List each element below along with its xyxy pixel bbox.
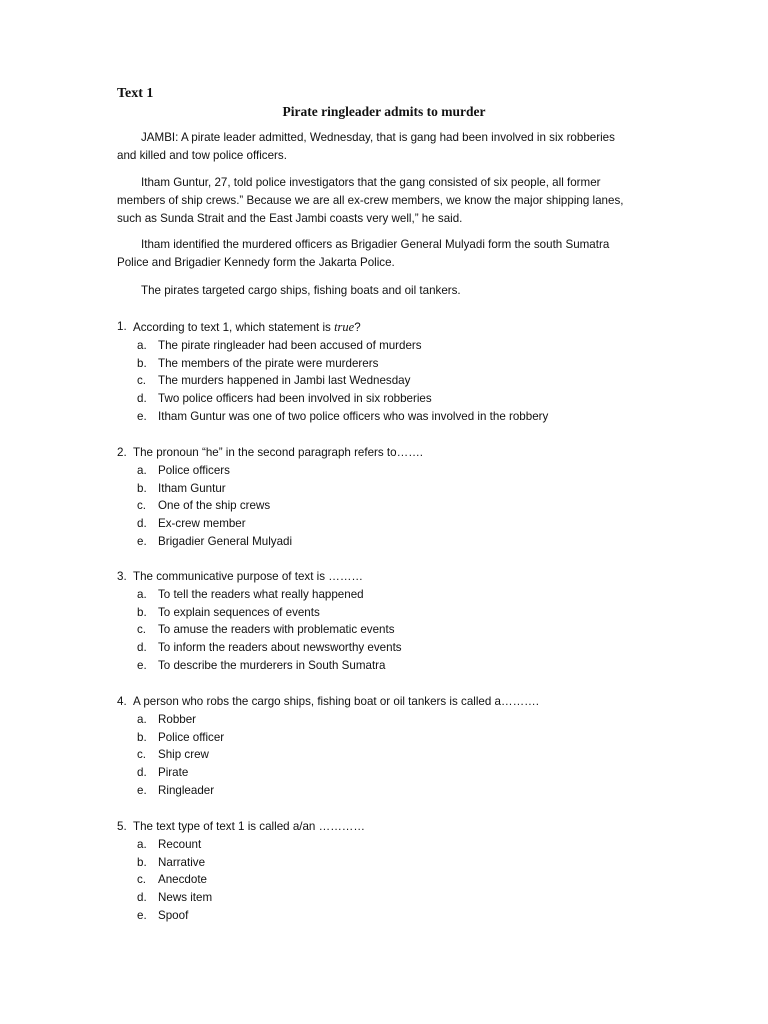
option-item [117, 533, 677, 551]
option-letter: a. [137, 464, 147, 477]
option-item [117, 711, 677, 729]
option-item [117, 462, 677, 480]
question-1-stem [117, 318, 677, 337]
option-letter: d. [137, 641, 147, 655]
option-letter: b. [137, 356, 147, 370]
option-text: Police officer [158, 730, 225, 744]
option-text: Two police officers had been involved in six robberies [158, 392, 432, 406]
question-text: A person who robs the cargo ships, fishing boat or oil tankers is called a………. [133, 695, 539, 708]
question-text [133, 318, 361, 337]
option-text: Police officers [158, 464, 230, 477]
option-item [117, 782, 677, 800]
option-item [117, 764, 677, 782]
option-text: Itham Guntur was one of two police officers who was involved in the robbery [158, 409, 549, 423]
option-item [117, 480, 677, 498]
option-text: The pirate ringleader had been accused of murders [158, 339, 422, 352]
option-letter: b. [137, 730, 147, 744]
option-text: Recount [158, 838, 202, 851]
option-item [117, 907, 677, 925]
option-letter: e. [137, 658, 147, 672]
option-item [117, 871, 677, 889]
question-text: The communicative purpose of text is ……… [133, 570, 364, 583]
question-1 [117, 318, 677, 426]
option-item [117, 337, 677, 355]
question-3-stem [117, 568, 677, 586]
option-text: Ex-crew member [158, 517, 246, 531]
option-text: To amuse the readers with problematic events [158, 623, 395, 637]
question-number: 2. [117, 446, 127, 459]
question-text-part: ? [354, 321, 361, 334]
question-3 [117, 568, 677, 675]
question-4 [117, 693, 677, 800]
option-item [117, 657, 677, 675]
option-letter: e. [137, 908, 147, 922]
option-list [117, 836, 677, 925]
option-item [117, 586, 677, 604]
question-number: 3. [117, 570, 127, 583]
option-item [117, 515, 677, 533]
option-text: To describe the murderers in South Sumatra [158, 658, 386, 672]
option-letter: a. [137, 339, 147, 352]
option-text: Brigadier General Mulyadi [158, 534, 293, 548]
option-text: Itham Guntur [158, 481, 226, 495]
option-letter: e. [137, 783, 147, 797]
question-number: 4. [117, 695, 127, 708]
option-letter: a. [137, 713, 147, 726]
option-item [117, 836, 677, 854]
option-letter: a. [137, 838, 147, 851]
option-list [117, 462, 677, 551]
question-2-stem [117, 444, 677, 462]
option-text: Ringleader [158, 783, 215, 797]
option-letter: c. [137, 748, 147, 762]
option-letter: c. [137, 623, 147, 637]
question-5-stem [117, 818, 677, 836]
option-item [117, 497, 677, 515]
paragraph-1: JAMBI: A pirate leader admitted, Wednesday, that is gang had been involved in six robberies and killed and tow police officers. [117, 131, 615, 162]
paragraph-2: Itham Guntur, 27, told police investigators that the gang consisted of six people, all former members of ship crews.” Because we are all ex-crew members, we know the major shipping lanes, such as Sunda Strait and the East Jambi coasts very well,” he said. [117, 176, 624, 225]
paragraph-4: The pirates targeted cargo ships, fishing boats and oil tankers. [141, 284, 461, 297]
option-item [117, 729, 677, 747]
question-text-emphasis: true [334, 320, 355, 334]
option-letter: c. [137, 499, 147, 513]
option-item [117, 390, 677, 408]
option-list [117, 711, 677, 800]
question-text: The pronoun “he” in the second paragraph refers to……. [133, 446, 424, 459]
option-letter: d. [137, 766, 147, 780]
option-letter: b. [137, 481, 147, 495]
question-4-stem [117, 693, 677, 711]
question-text: The text type of text 1 is called a/an ………… [133, 820, 365, 833]
text-heading-label: Text 1 [117, 86, 154, 101]
option-item [117, 639, 677, 657]
option-letter: e. [137, 409, 147, 423]
option-letter: a. [137, 588, 147, 601]
option-item [117, 889, 677, 907]
option-item [117, 746, 677, 764]
option-letter: b. [137, 605, 147, 619]
option-item [117, 355, 677, 373]
question-2 [117, 444, 677, 551]
option-text: To inform the readers about newsworthy events [158, 641, 402, 655]
option-list [117, 337, 677, 426]
option-text: The members of the pirate were murderers [158, 356, 379, 370]
option-letter: d. [137, 517, 147, 531]
article-title: Pirate ringleader admits to murder [282, 104, 486, 119]
option-letter: d. [137, 392, 147, 406]
option-item [117, 372, 677, 390]
option-text: News item [158, 891, 213, 905]
option-text: Robber [158, 713, 197, 726]
option-item [117, 621, 677, 639]
option-letter: c. [137, 873, 147, 887]
option-item [117, 604, 677, 622]
question-number: 1. [117, 320, 127, 333]
option-text: The murders happened in Jambi last Wednesday [158, 374, 411, 388]
option-text: Spoof [158, 908, 189, 922]
option-text: Ship crew [158, 748, 209, 762]
question-number: 5. [117, 820, 127, 833]
option-text: To explain sequences of events [158, 605, 320, 619]
option-letter: c. [137, 374, 147, 388]
option-text: Pirate [158, 766, 189, 780]
question-5 [117, 818, 677, 925]
option-item [117, 408, 677, 426]
option-text: To tell the readers what really happened [158, 588, 364, 601]
option-letter: b. [137, 855, 147, 869]
option-text: One of the ship crews [158, 499, 271, 513]
paragraph-3: Itham identified the murdered officers as Brigadier General Mulyadi form the south Sumatra Police and Brigadier Kennedy form the Jakarta Police. [117, 238, 610, 269]
option-letter: d. [137, 891, 147, 905]
option-letter: e. [137, 534, 147, 548]
option-list [117, 586, 677, 675]
option-item [117, 854, 677, 872]
option-text: Anecdote [158, 873, 207, 887]
question-text-part: According to text 1, which statement is [133, 321, 335, 334]
option-text: Narrative [158, 855, 206, 869]
